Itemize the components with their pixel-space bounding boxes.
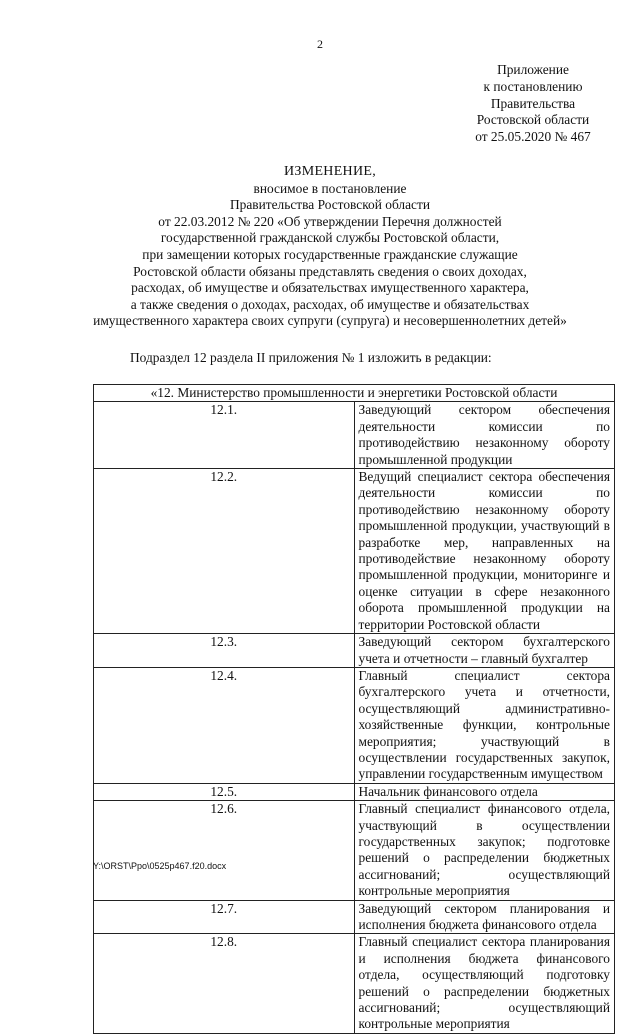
- appendix-line: от 25.05.2020 № 467: [475, 129, 591, 145]
- row-number: 12.2.: [94, 469, 355, 634]
- row-text: Заведующий сектором обеспечения деятельности комиссии по противодействию незаконному обороту промышленной продукции: [354, 402, 615, 469]
- title-line: при замещении которых государственные гражданские служащие: [142, 246, 518, 262]
- title-line: имущественного характера своих супруги (супруга) и несовершеннолетних детей»: [93, 313, 567, 329]
- row-number: 12.3.: [94, 634, 355, 668]
- document-title: [60, 164, 600, 330]
- table-row: [94, 934, 615, 1033]
- title-line: а также сведения о доходах, расходах, об имуществе и обязательствах: [130, 296, 530, 312]
- appendix-line: к постановлению: [483, 78, 583, 94]
- row-number: 12.7.: [94, 900, 355, 934]
- appendix-line: Приложение: [497, 62, 569, 77]
- row-text: Начальник финансового отдела: [354, 783, 615, 800]
- row-text: Главный специалист финансового отдела, участвующий в осуществлении государственных закупок; подготовке решений о распределении бюджетных ассигнований; осуществляющий контрольные мероприятия: [354, 801, 615, 900]
- row-number: 12.5.: [94, 783, 355, 800]
- appendix-line: Правительства: [490, 95, 576, 111]
- title-line: государственной гражданской службы Ростовской области,: [160, 230, 500, 246]
- row-number: 12.1.: [94, 402, 355, 469]
- row-text: Заведующий сектором планирования и исполнения бюджета финансового отдела: [354, 900, 615, 934]
- table-row: [94, 634, 615, 668]
- appendix-block: [448, 62, 618, 146]
- row-text: Заведующий сектором бухгалтерского учета и отчетности – главный бухгалтер: [354, 634, 615, 668]
- positions-table: [93, 384, 615, 1034]
- page-number: 2: [317, 37, 323, 51]
- appendix-line: Ростовской области: [476, 112, 590, 128]
- file-path-footer: Y:\ORST\Ppo\0525p467.f20.docx: [93, 861, 227, 871]
- table-row: [94, 783, 615, 800]
- row-text: Ведущий специалист сектора обеспечения деятельности комиссии по противодействию незаконному обороту промышленной продукции, участвующий в разработке мер, направленных на противодействие незаконному обороту промышленной продукции, мониторинге и оценке ситуации в сфере незаконного оборота промышленной продукции на территории Ростовской области: [354, 469, 615, 634]
- title-line: вносимое в постановление: [253, 180, 407, 196]
- table-row: [94, 801, 615, 900]
- table-row: [94, 469, 615, 634]
- table-row: [94, 667, 615, 783]
- row-text: Главный специалист сектора бухгалтерского учета и отчетности, осуществляющий административно-хозяйственные функции, контрольные мероприятия; участвующий в осуществлении государственных закупок, управлении государственным имуществом: [354, 667, 615, 783]
- table-row: [94, 900, 615, 934]
- title-line: от 22.03.2012 № 220 «Об утверждении Перечня должностей: [158, 213, 502, 229]
- row-number: 12.6.: [94, 801, 355, 900]
- row-number: 12.4.: [94, 667, 355, 783]
- title-line: Ростовской области обязаны представлять сведения о своих доходах,: [133, 263, 527, 279]
- instruction-text: Подраздел 12 раздела II приложения № 1 изложить в редакции:: [130, 350, 492, 365]
- row-text: Главный специалист сектора планирования и исполнения бюджета финансового отдела, осуществляющий подготовку решений о распределении бюджетных ассигнований; осуществляющий контрольные мероприятия: [354, 934, 615, 1033]
- title-line: Правительства Ростовской области: [229, 197, 431, 213]
- title-heading: ИЗМЕНЕНИЕ,: [283, 164, 377, 179]
- table-header-row: [94, 385, 615, 402]
- row-number: 12.8.: [94, 934, 355, 1033]
- table-row: [94, 402, 615, 469]
- table-header: «12. Министерство промышленности и энергетики Ростовской области: [94, 385, 615, 402]
- title-line: расходах, об имуществе и обязательствах имущественного характера,: [131, 280, 529, 296]
